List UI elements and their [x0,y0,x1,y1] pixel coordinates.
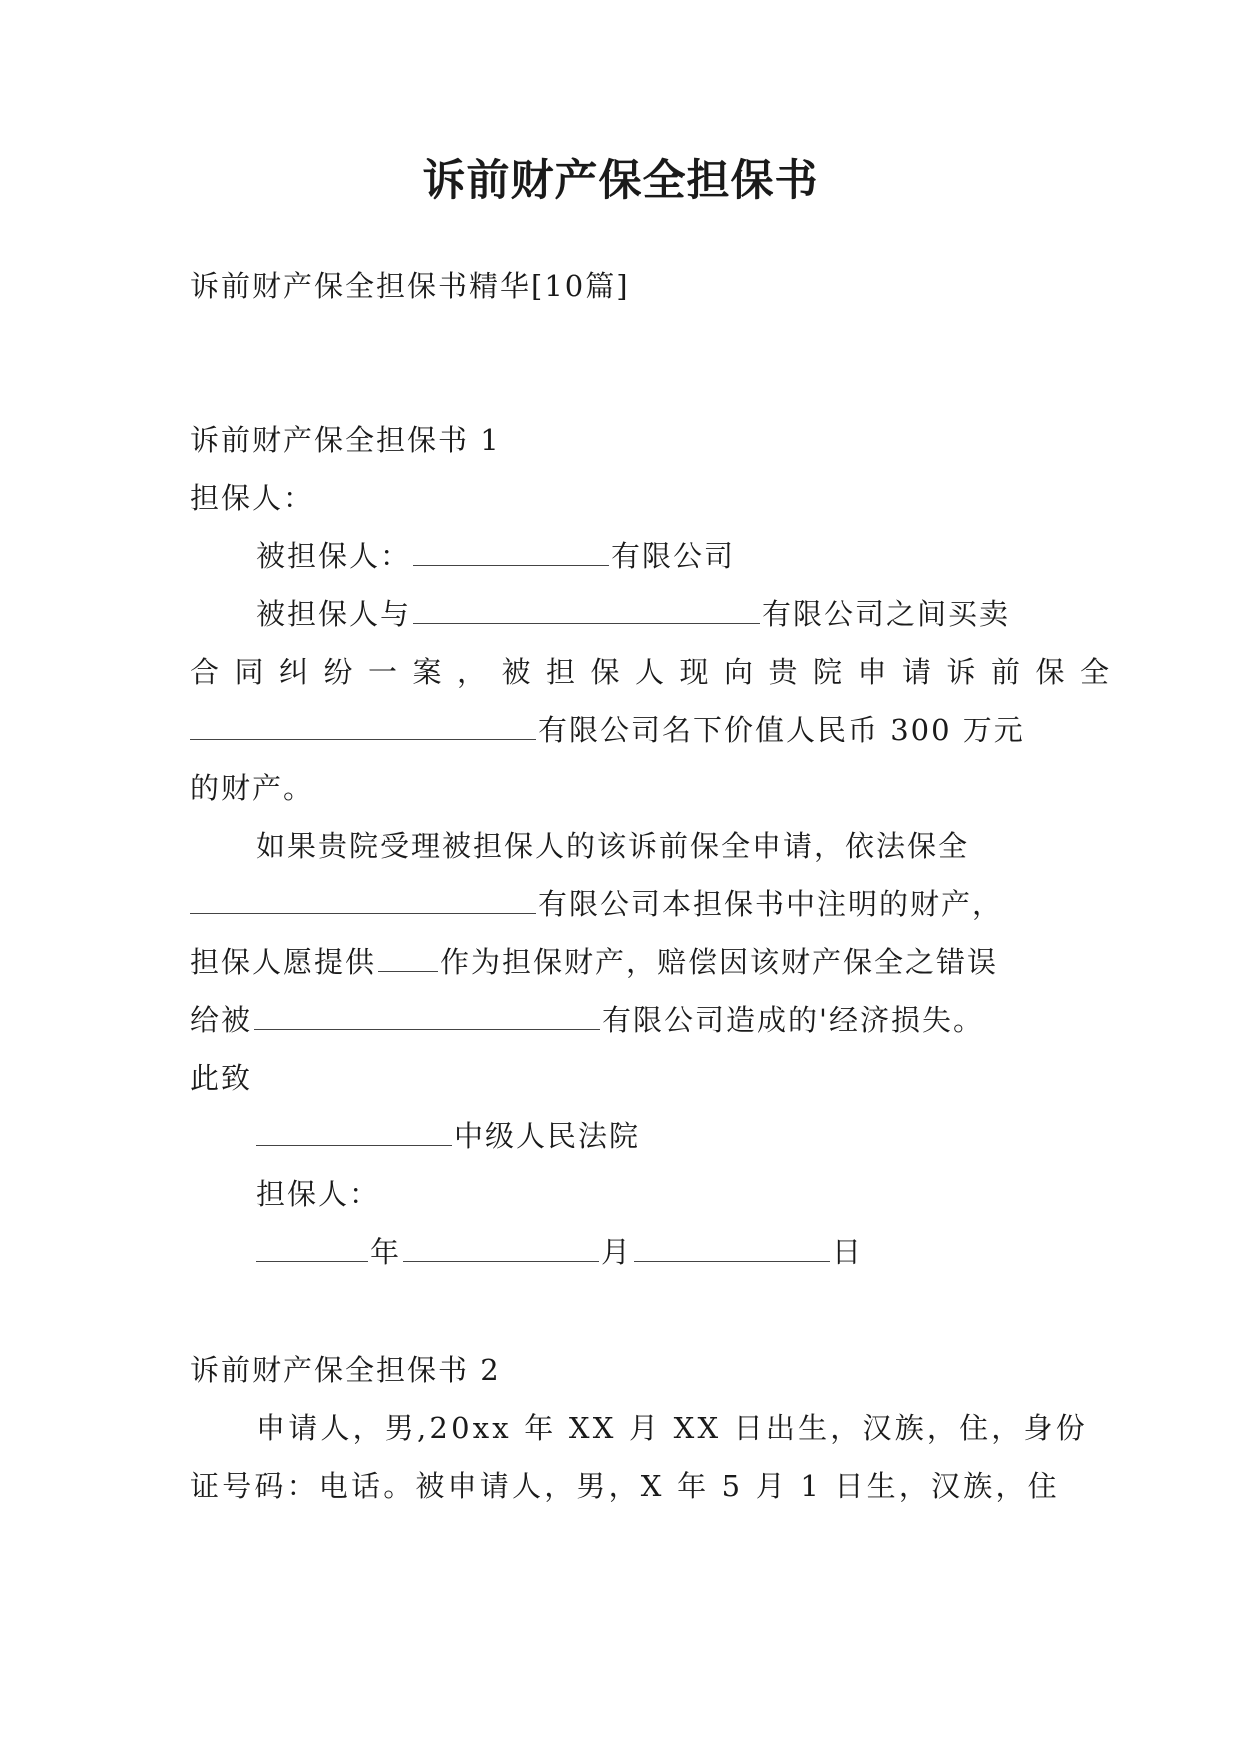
salutation: 此致 [190,1061,253,1095]
guaranteed-label: 被担保人： [256,539,412,573]
guaranteed-party-line [256,536,1050,576]
document-title: 诉前财产保全担保书 [422,156,819,206]
blank-field [413,594,760,624]
signature-label: 担保人： [256,1177,381,1211]
court-line [256,1116,1050,1156]
text-segment: 有限公司名下价值人民币 300 万元 [538,713,1025,747]
section-2-line-2: 证号码：电话。被申请人，男，X 年 5 月 1 日生，汉族，住 [190,1469,1060,1503]
paragraph-1-line-1 [256,594,1050,634]
text-segment: 作为担保财产，赔偿因该财产保全之错误 [440,945,999,979]
paragraph-1-line-4: 的财产。 [190,771,315,805]
blank-day [634,1232,830,1262]
blank-field [254,1000,600,1030]
text-segment: 给被 [190,1003,253,1037]
document-subtitle: 诉前财产保全担保书精华[10篇] [190,269,630,303]
paragraph-2-line-3 [190,942,1050,982]
court-name: 中级人民法院 [454,1119,641,1153]
year-label: 年 [370,1235,402,1269]
date-line [256,1232,1050,1272]
month-label: 月 [601,1235,633,1269]
section-2-heading: 诉前财产保全担保书 2 [190,1353,501,1387]
blank-field [190,710,536,740]
guarantor-label: 担保人： [190,481,315,515]
paragraph-1-line-3 [190,710,1050,750]
section-2-line-1: 申请人，男,20xx 年 XX 月 XX 日出生，汉族，住，身份 [256,1411,1088,1445]
company-suffix: 有限公司 [611,539,736,573]
paragraph-2-line-1: 如果贵院受理被担保人的该诉前保全申请，依法保全 [256,829,970,863]
blank-field [256,1116,452,1146]
text-segment: 被担保人与 [256,597,412,631]
paragraph-2-line-4 [190,1000,1050,1040]
day-label: 日 [832,1235,864,1269]
paragraph-1-line-2: 合同纠纷一案，被担保人现向贵院申请诉前保全 [190,655,1125,689]
blank-field [190,884,536,914]
text-segment: 有限公司之间买卖 [762,597,1011,631]
text-segment: 担保人愿提供 [190,945,377,979]
blank-field [413,536,609,566]
blank-field [378,942,438,972]
paragraph-2-line-2 [190,884,1050,924]
text-segment: 有限公司造成的'经济损失。 [602,1003,984,1037]
blank-month [403,1232,599,1262]
blank-year [256,1232,368,1262]
text-segment: 有限公司本担保书中注明的财产， [538,887,1004,921]
section-1-heading: 诉前财产保全担保书 1 [190,423,501,457]
